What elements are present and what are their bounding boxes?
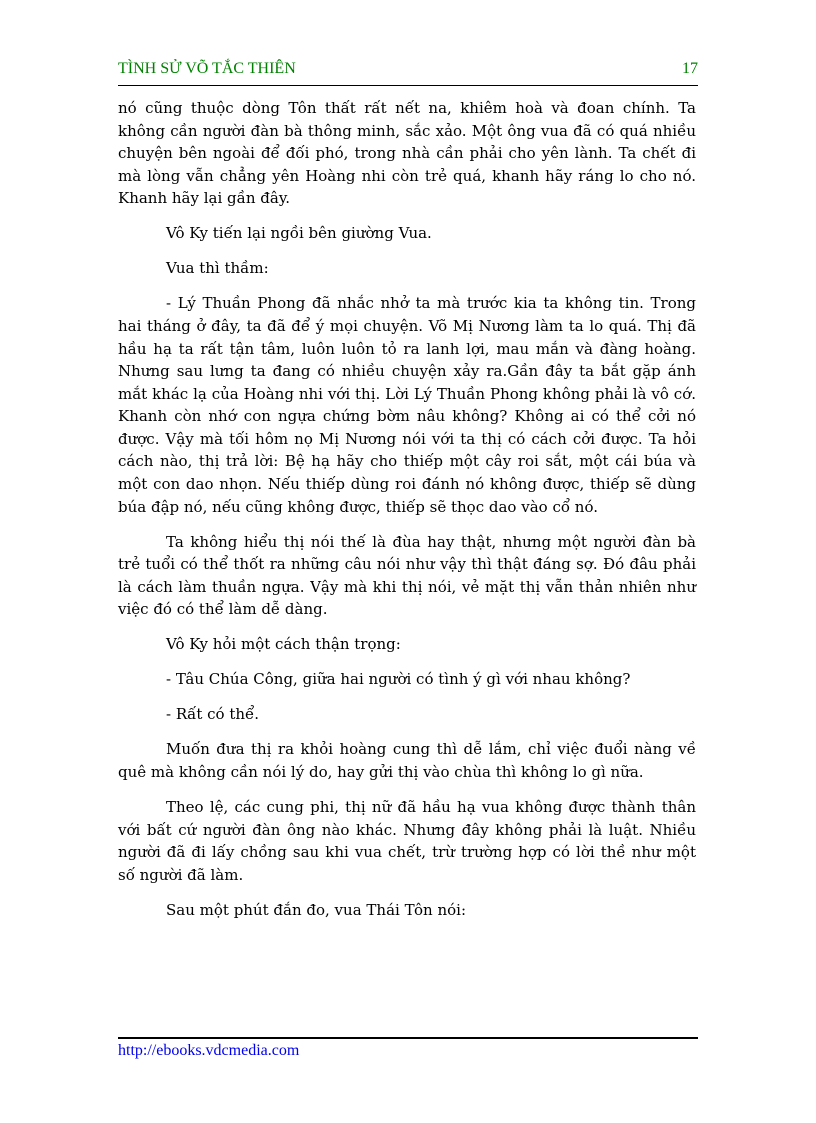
page-body bbox=[118, 97, 696, 934]
paragraph: Muốn đưa thị ra khỏi hoàng cung thì dễ lắm, chỉ việc đuổi nàng về quê mà không cần nói lý do, hay gửi thị vào chùa thì không lo gì nữa. bbox=[118, 740, 696, 781]
footer-link[interactable]: http://ebooks.vdcmedia.com bbox=[118, 1042, 300, 1059]
footer-divider bbox=[118, 1037, 698, 1039]
paragraph: Vô Ky tiến lại ngồi bên giường Vua. bbox=[166, 224, 432, 243]
page-number: 17 bbox=[682, 60, 698, 77]
paragraph: Vua thì thầm: bbox=[166, 259, 269, 278]
paragraph: nó cũng thuộc dòng Tôn thất rất nết na, khiêm hoà và đoan chính. Ta không cần người đàn bà thông minh, sắc xảo. Một ông vua đã có quá nhiều chuyện bên ngoài để đối phó, trong nhà cần phải cho yên lành. Ta chết đi mà lòng vẫn chẳng yên Hoàng nhi còn trẻ quá, khanh hãy ráng lo cho nó. Khanh hãy lại gần đây. bbox=[118, 99, 696, 208]
paragraph: - Tâu Chúa Công, giữa hai người có tình ý gì với nhau không? bbox=[166, 670, 631, 689]
paragraph: Vô Ky hỏi một cách thận trọng: bbox=[166, 635, 401, 654]
paragraph: - Rất có thể. bbox=[166, 705, 260, 724]
paragraph: - Lý Thuần Phong đã nhắc nhở ta mà trước kia ta không tin. Trong hai tháng ở đây, ta đã để ý mọi chuyện. Võ Mị Nương làm ta lo quá. Thị đã hầu hạ ta rất tận tâm, luôn luôn tỏ ra lanh lợi, mau mắn và đàng hoàng. Nhưng sau lưng ta đang có nhiều chuyện xảy ra.Gần đây ta bắt gặp ánh mắt khác lạ của Hoàng nhi với thị. Lời Lý Thuần Phong không phải là vô cớ. Khanh còn nhớ con ngựa chứng bờm nâu không? Không ai có thể cởi nó được. Vậy mà tối hôm nọ Mị Nương nói với ta thị có cách cởi được. Ta hỏi cách nào, thị trả lời: Bệ hạ hãy cho thiếp một cây roi sắt, một cái búa và một con dao nhọn. Nếu thiếp dùng roi đánh nó không được, thiếp sẽ dùng búa đập nó, nếu cũng không được, thiếp sẽ thọc dao vào cổ nó. bbox=[118, 294, 696, 516]
paragraph: Sau một phút đắn đo, vua Thái Tôn nói: bbox=[166, 900, 467, 919]
book-title: TÌNH SỬ VÕ TẮC THIÊN bbox=[118, 60, 296, 77]
paragraph: Ta không hiểu thị nói thế là đùa hay thật, nhưng một người đàn bà trẻ tuổi có thể thốt ra những câu nói như vậy thì thật đáng sợ. Đó đâu phải là cách làm thuần ngựa. Vậy mà khi thị nói, vẻ mặt thị vẫn thản nhiên như việc đó có thể làm dễ dàng. bbox=[118, 532, 696, 619]
header-divider bbox=[118, 85, 698, 86]
paragraph: Theo lệ, các cung phi, thị nữ đã hầu hạ vua không được thành thân với bất cứ người đàn ông nào khác. Nhưng đây không phải là luật. Nhiều người đã đi lấy chồng sau khi vua chết, trừ trường hợp có lời thề như một số người đã làm. bbox=[118, 797, 696, 884]
